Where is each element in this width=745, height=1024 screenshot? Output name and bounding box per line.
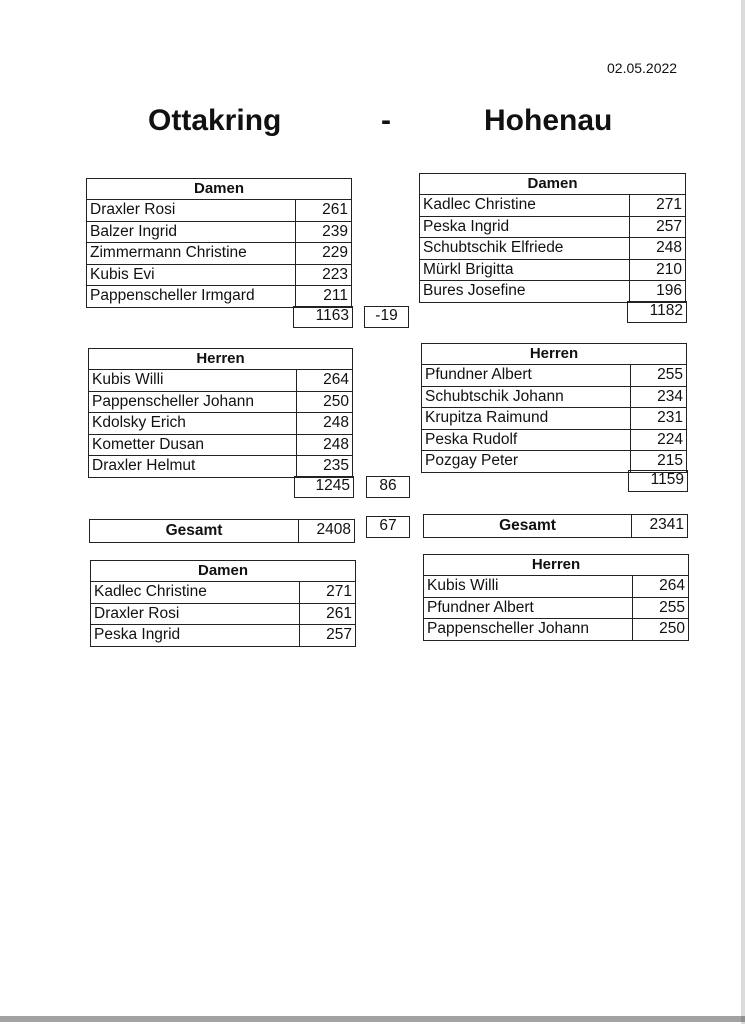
table-row bbox=[87, 222, 351, 244]
player-name: Peska Ingrid bbox=[423, 217, 510, 235]
table-row bbox=[422, 408, 686, 430]
table-row bbox=[87, 286, 351, 307]
table-row bbox=[420, 217, 685, 239]
herren-difference: 86 bbox=[366, 476, 410, 498]
table-row bbox=[424, 576, 688, 598]
player-name: Zimmermann Christine bbox=[90, 244, 247, 262]
player-name: Pappenscheller Johann bbox=[92, 392, 255, 410]
away-gesamt-row bbox=[423, 514, 688, 538]
player-name: Kdolsky Erich bbox=[92, 414, 186, 432]
player-name: Kubis Willi bbox=[427, 577, 499, 594]
table-row bbox=[89, 456, 352, 477]
player-score: 261 bbox=[295, 200, 351, 221]
player-score: 255 bbox=[630, 365, 686, 386]
home-gesamt-value: 2408 bbox=[298, 520, 354, 542]
gesamt-label: Gesamt bbox=[499, 517, 556, 534]
player-score: 235 bbox=[296, 456, 352, 477]
table-row bbox=[422, 430, 686, 452]
away-team-title: Hohenau bbox=[484, 104, 613, 137]
player-name: Kubis Evi bbox=[90, 265, 155, 283]
player-score: 257 bbox=[299, 625, 355, 646]
player-name: Draxler Helmut bbox=[92, 457, 196, 475]
table-row bbox=[422, 365, 686, 387]
player-name: Kadlec Christine bbox=[423, 196, 536, 213]
versus-dash: - bbox=[381, 104, 391, 137]
home-team-title: Ottakring bbox=[148, 104, 282, 137]
player-name: Draxler Rosi bbox=[94, 604, 180, 622]
table-header: Damen bbox=[87, 179, 351, 200]
player-name: Pfundner Albert bbox=[425, 366, 532, 383]
home-damen-total: 1163 bbox=[293, 306, 353, 328]
player-score: 248 bbox=[629, 238, 685, 259]
player-score: 250 bbox=[296, 392, 352, 413]
table-header: Herren bbox=[422, 344, 686, 365]
table-header: Damen bbox=[91, 561, 355, 582]
table-row bbox=[420, 238, 685, 260]
player-name: Schubtschik Elfriede bbox=[423, 239, 564, 257]
away-damen-total: 1182 bbox=[627, 301, 687, 323]
player-score: 215 bbox=[630, 451, 686, 472]
player-name: Mürkl Brigitta bbox=[423, 260, 514, 278]
player-score: 264 bbox=[296, 370, 352, 391]
player-score: 261 bbox=[299, 604, 355, 625]
player-score: 271 bbox=[299, 582, 355, 603]
scan-edge-shadow bbox=[741, 0, 745, 1024]
player-name: Pappenscheller Irmgard bbox=[90, 287, 255, 305]
player-name: Bures Josefine bbox=[423, 282, 526, 300]
player-name: Peska Ingrid bbox=[94, 626, 181, 644]
home-gesamt-row bbox=[89, 519, 355, 543]
player-name: Schubtschik Johann bbox=[425, 387, 564, 405]
player-name: Peska Rudolf bbox=[425, 430, 518, 448]
home-damen-table bbox=[86, 178, 352, 308]
player-name: Kubis Willi bbox=[92, 371, 164, 388]
table-row bbox=[420, 195, 685, 217]
match-date: 02.05.2022 bbox=[607, 60, 678, 76]
player-score: 257 bbox=[629, 217, 685, 238]
player-name: Pozgay Peter bbox=[425, 452, 519, 470]
table-row bbox=[89, 392, 352, 414]
table-row bbox=[422, 387, 686, 409]
away-herren-total: 1159 bbox=[628, 470, 688, 492]
player-name: Draxler Rosi bbox=[90, 201, 176, 218]
player-name: Pfundner Albert bbox=[427, 598, 534, 616]
player-score: 229 bbox=[295, 243, 351, 264]
table-header: Damen bbox=[420, 174, 685, 195]
table-row bbox=[424, 619, 688, 640]
gesamt-label: Gesamt bbox=[165, 522, 223, 539]
table-row bbox=[87, 243, 351, 265]
table-row bbox=[87, 265, 351, 287]
table-row bbox=[91, 604, 355, 626]
player-name: Krupitza Raimund bbox=[425, 409, 549, 427]
table-row bbox=[89, 370, 352, 392]
scan-bottom-line bbox=[0, 1016, 745, 1022]
away-damen-table bbox=[419, 173, 686, 303]
table-row bbox=[91, 625, 355, 646]
table-row bbox=[420, 281, 685, 302]
table-header: Herren bbox=[424, 555, 688, 576]
player-score: 234 bbox=[630, 387, 686, 408]
table-row bbox=[424, 598, 688, 620]
player-score: 271 bbox=[629, 195, 685, 216]
home-herren-total: 1245 bbox=[294, 476, 354, 498]
table-row bbox=[87, 200, 351, 222]
gesamt-difference: 67 bbox=[366, 516, 410, 538]
player-name: Kadlec Christine bbox=[94, 583, 207, 600]
table-row bbox=[420, 260, 685, 282]
player-score: 248 bbox=[296, 413, 352, 434]
player-score: 239 bbox=[295, 222, 351, 243]
away-gesamt-value: 2341 bbox=[631, 515, 687, 537]
table-row bbox=[422, 451, 686, 472]
best-herren-table bbox=[423, 554, 689, 641]
player-name: Pappenscheller Johann bbox=[427, 620, 590, 638]
player-score: 248 bbox=[296, 435, 352, 456]
table-row bbox=[89, 413, 352, 435]
player-score: 250 bbox=[632, 619, 688, 640]
player-name: Balzer Ingrid bbox=[90, 222, 178, 240]
player-score: 255 bbox=[632, 598, 688, 619]
damen-difference: -19 bbox=[364, 306, 409, 328]
player-score: 211 bbox=[295, 286, 351, 307]
player-score: 224 bbox=[630, 430, 686, 451]
table-header: Herren bbox=[89, 349, 352, 370]
player-score: 210 bbox=[629, 260, 685, 281]
away-herren-table bbox=[421, 343, 687, 473]
player-score: 223 bbox=[295, 265, 351, 286]
player-name: Kometter Dusan bbox=[92, 435, 204, 453]
player-score: 231 bbox=[630, 408, 686, 429]
home-herren-table bbox=[88, 348, 353, 478]
player-score: 196 bbox=[629, 281, 685, 302]
table-row bbox=[89, 435, 352, 457]
player-score: 264 bbox=[632, 576, 688, 597]
table-row bbox=[91, 582, 355, 604]
best-damen-table bbox=[90, 560, 356, 647]
